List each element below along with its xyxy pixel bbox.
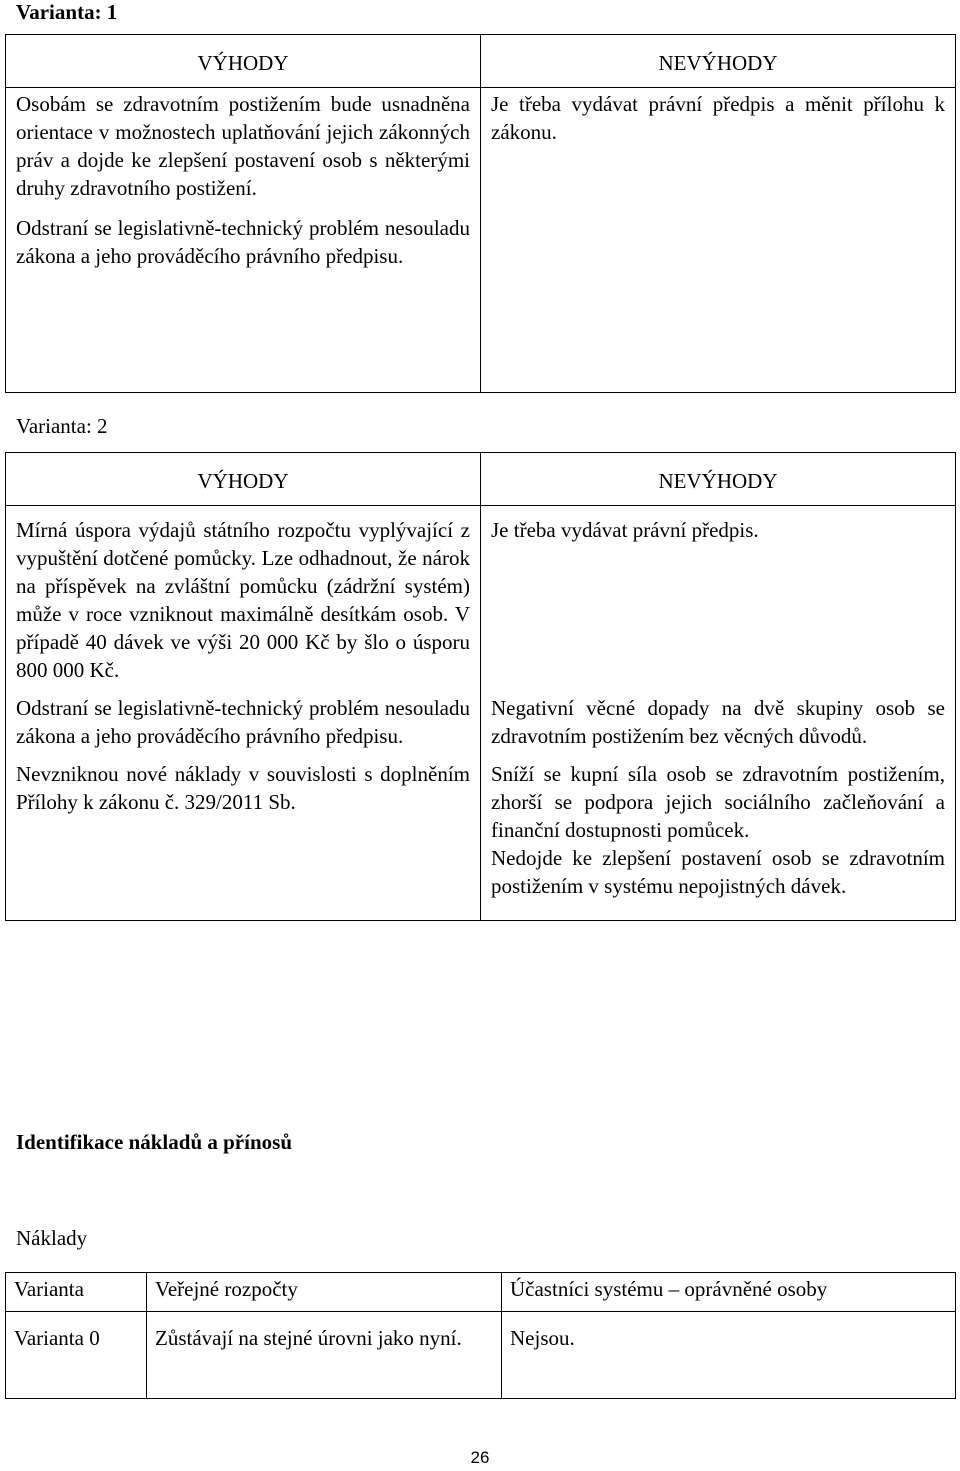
identification-heading: Identifikace nákladů a přínosů [16, 1130, 292, 1154]
costs-cell-participants: Nejsou. [502, 1312, 956, 1399]
variant2-disadvantage-1: Je třeba vydávat právní předpis. [491, 518, 759, 542]
variant2-row3-advantage [6, 760, 481, 844]
variant2-table [5, 452, 956, 921]
costs-header-public-budgets: Veřejné rozpočty [147, 1273, 502, 1312]
variant1-advantages-cell [6, 88, 481, 393]
costs-table [5, 1272, 956, 1399]
variant2-advantage-3: Nevzniknou nové náklady v souvislosti s doplněním Přílohy k zákonu č. 329/2011 Sb. [16, 762, 470, 814]
variant2-row1-disadvantage [481, 506, 956, 695]
variant2-disadvantages-header: NEVÝHODY [481, 453, 956, 506]
costs-header-variant: Varianta [6, 1273, 147, 1312]
variant2-row1-advantage [6, 506, 481, 695]
table-row [6, 1312, 956, 1399]
variant2-disadvantage-3: Sníží se kupní síla osob se zdravotním postižením, zhorší se podpora jejich sociálního začleňování a finanční dostupnosti pomůcek. [491, 762, 945, 842]
variant2-row3-disadvantage [481, 760, 956, 844]
variant1-advantages-header: VÝHODY [6, 35, 481, 88]
variant2-advantage-1: Mírná úspora výdajů státního rozpočtu vyplývající z vypuštění dotčené pomůcky. Lze odhadnout, že nárok na příspěvek na zvláštní pomůcku (zádržní systém) může v roce vzniknout maximálně desítkám osob. V případě 40 dávek ve výši 20 000 Kč by šlo o úsporu 800 000 Kč. [16, 518, 470, 682]
variant1-label: Varianta: 1 [16, 0, 118, 24]
variant2-row2-disadvantage [481, 694, 956, 760]
variant2-advantage-2: Odstraní se legislativně-technický problém nesouladu zákona a jeho prováděcího právního předpisu. [16, 696, 470, 748]
variant2-label: Varianta: 2 [16, 414, 108, 438]
variant1-advantage-2: Odstraní se legislativně-technický problém nesouladu zákona a jeho prováděcího právního předpisu. [16, 216, 470, 268]
variant2-advantages-header: VÝHODY [6, 453, 481, 506]
variant1-disadvantage-1: Je třeba vydávat právní předpis a měnit přílohu k zákonu. [491, 92, 945, 144]
costs-label: Náklady [16, 1226, 88, 1250]
variant1-disadvantages-cell [481, 88, 956, 393]
variant1-table [5, 34, 956, 393]
costs-header-row [6, 1273, 956, 1312]
variant2-row4-advantage [6, 844, 481, 921]
variant1-disadvantages-header: NEVÝHODY [481, 35, 956, 88]
variant1-advantage-1: Osobám se zdravotním postižením bude usnadněna orientace v možnostech uplatňování jejich zákonných práv a dojde ke zlepšení postavení osob s některými druhy zdravotního postižení. [16, 92, 470, 200]
variant2-row2-advantage [6, 694, 481, 760]
costs-cell-variant: Varianta 0 [6, 1312, 147, 1399]
page-number: 26 [470, 1448, 490, 1467]
variant2-disadvantage-2: Negativní věcné dopady na dvě skupiny osob se zdravotním postižením bez věcných důvodů. [491, 696, 945, 748]
variant2-row4-disadvantage [481, 844, 956, 921]
variant2-disadvantage-4: Nedojde ke zlepšení postavení osob se zdravotním postižením v systému nepojistných dávek. [491, 846, 945, 898]
costs-cell-public-budgets: Zůstávají na stejné úrovni jako nyní. [147, 1312, 502, 1399]
costs-header-participants: Účastníci systému – oprávněné osoby [502, 1273, 956, 1312]
